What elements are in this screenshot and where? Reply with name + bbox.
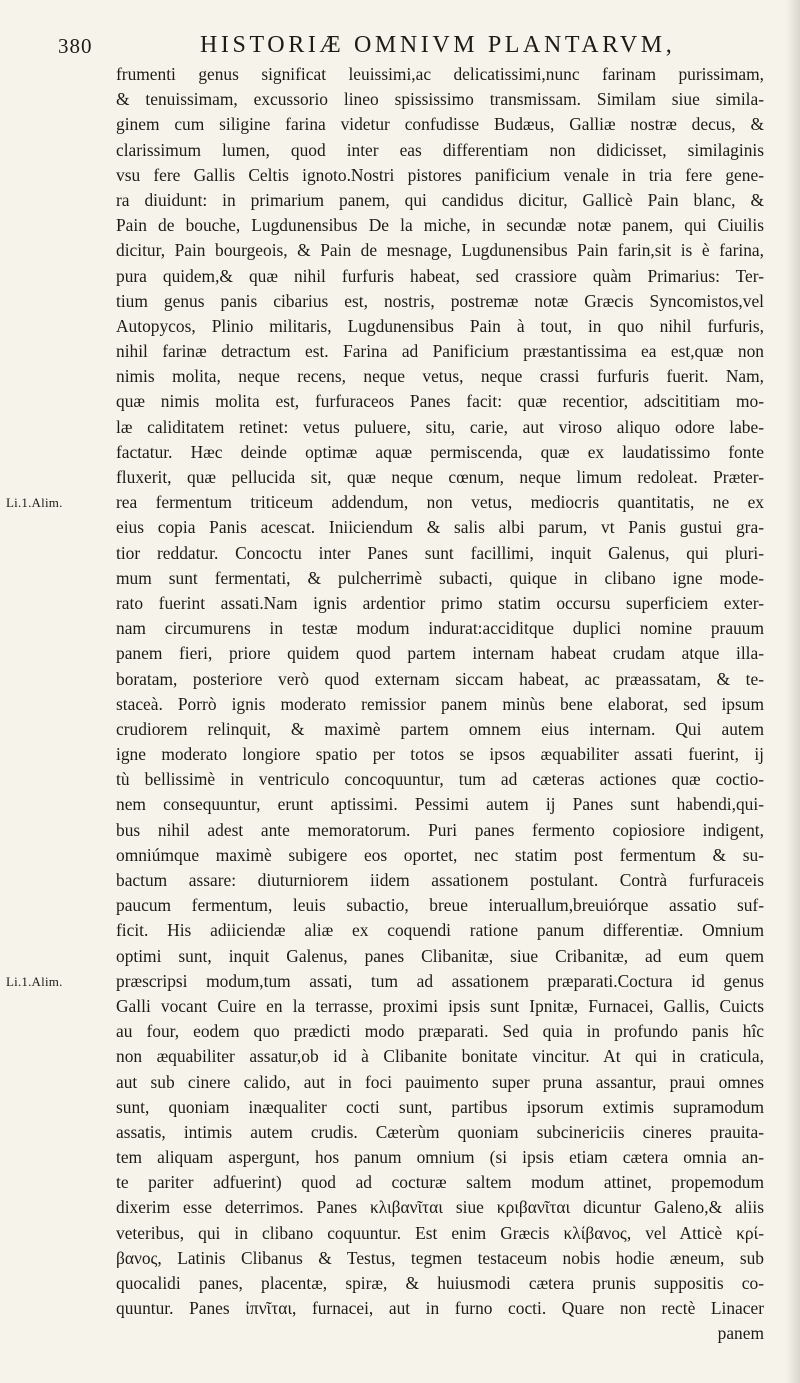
text-line: panem fieri, priore quidem quod partem internam habeat crudam atque illa- [116, 643, 764, 664]
text-line: panem [717, 1323, 764, 1344]
text-line: assatis, intimis autem crudis. Cæterùm quoniam subcinericiis cineres prauita- [116, 1121, 764, 1142]
text-line: læ caliditatem retinet: vetus puluere, situ, carie, aut viroso aliquo odore labe- [116, 416, 764, 437]
text-line: nem consequuntur, erunt aptissimi. Pessimi autem ij Panes sunt habendi,qui- [116, 794, 764, 815]
text-line: te pariter adfuerint) quod ad cocturæ saltem modum attinet, propemodum [116, 1172, 764, 1193]
text-line: aut sub cinere calido, aut in foci pauimento super pruna assantur, praui omnes [116, 1071, 764, 1092]
margin-note: Li.1.Alim. [6, 495, 63, 511]
text-line: crudiorem relinquit, & maximè partem omnem eius internam. Qui autem [116, 718, 764, 739]
text-line: rea fermentum triticeum addendum, non vetus, mediocris quantitatis, ne ex [116, 492, 764, 513]
text-line: quæ nimis molita est, furfuraceos Panes facit: quæ recentior, adscititiam mo- [116, 391, 764, 412]
text-line: clarissimum lumen, quod inter eas differentiam non didicisset, similaginis [116, 139, 764, 160]
text-line: & tenuissimam, excussorio lineo spississimo transmissam. Similam siue simila- [116, 89, 764, 110]
text-line: bactum assare: diuturniorem iidem assationem postulant. Contrà furfuraceis [116, 870, 764, 890]
text-line: nimis molita, neque recens, neque vetus, neque crassi furfuris fuerit. Nam, [116, 366, 764, 387]
body-text [116, 62, 764, 1347]
text-line: rato fuerint assati.Nam ignis ardentior primo statim occursu superficiem exter- [116, 592, 764, 613]
text-line: præscripsi modum,tum assati, tum ad assationem præparati.Coctura id genus [116, 970, 764, 991]
text-line: vsu fere Gallis Celtis ignoto.Nostri pistores panificium venale in tria fere gene- [116, 164, 764, 185]
page-number: 380 [58, 34, 93, 58]
page-header [58, 32, 758, 64]
text-line: optimi sunt, inquit Galenus, panes Clibanitæ, siue Cribanitæ, ad eum quem [116, 945, 764, 966]
text-line: tù bellissimè in ventriculo concoquuntur, tum ad cæteras actiones quæ coctio- [116, 769, 764, 790]
text-line: sunt, quoniam inæqualiter cocti sunt, partibus ipsorum extimis supramodum [116, 1096, 764, 1117]
text-line: ginem cum siligine farina videtur confudisse Budæus, Galliæ nostræ decus, & [116, 114, 764, 135]
text-line: paucum fermentum, leuis subactio, breue interuallum,breuiórque assatio suf- [116, 895, 764, 916]
text-line: factatur. Hæc deinde optimæ aquæ permiscenda, quæ ex laudatissimo fonte [116, 441, 764, 462]
text-line: nam circumurens in testæ modum indurat:acciditque duplici nomine prauum [116, 618, 764, 639]
text-line: tium genus panis cibarius est, nostris, postremæ notæ Græcis Syncomistos,vel [116, 290, 764, 311]
text-line: au four, eodem quo prædicti modo præparati. Sed quia in profundo panis hîc [116, 1021, 764, 1042]
text-line: Galli vocant Cuire en la terrasse, proximi ipsis sunt Ipnitæ, Furnacei, Gallis, Cuicts [116, 995, 764, 1016]
page-edge-shadow [786, 0, 800, 1383]
text-line: boratam, posteriore verò quod externam siccam habeat, ac præassatam, & te- [116, 668, 764, 689]
text-line: eius copia Panis acescat. Iniiciendum & salis albi parum, vt Panis gustui gra- [116, 517, 764, 538]
running-title: HISTORIÆ OMNIVM PLANTARVM, [200, 32, 676, 58]
text-line: ra diuidunt: in primarium panem, qui candidus dicitur, Gallicè Pain blanc, & [116, 189, 764, 210]
text-line: tem aliquam aspergunt, hos panum omnium (si ipsis etiam cætera omnia an- [116, 1147, 764, 1168]
text-line: igne moderato longiore spatio per totos se ipsos æquabiliter assati fuerint, ij [116, 744, 764, 765]
text-line: staceà. Porrò ignis moderato remissior panem minùs bene elaborat, sed ipsum [116, 693, 764, 714]
text-line: bus nihil adest ante memoratorum. Puri panes fermento copiosiore indigent, [116, 819, 764, 840]
text-line: Autopycos, Plinio militaris, Lugdunensibus Pain à tout, in quo nihil furfuris, [116, 315, 764, 336]
text-line: quocalidi panes, placentæ, spiræ, & huiusmodi cætera prunis suppositis co- [116, 1273, 764, 1293]
text-line: mum sunt fermentati, & pulcherrimè subacti, quique in clibano igne mode- [116, 567, 764, 588]
text-line: dicitur, Pain bourgeois, & Pain de mesnage, Lugdunensibus Pain farin,sit is è farina, [116, 240, 764, 261]
text-line: veteribus, qui in clibano coquuntur. Est enim Græcis κλίβανος, vel Atticè κρί- [116, 1222, 764, 1243]
text-line: βανος, Latinis Clibanus & Testus, tegmen testaceum nobis hodie æneum, sub [116, 1247, 764, 1268]
text-line: tior reddatur. Concoctu inter Panes sunt facillimi, inquit Galenus, qui pluri- [116, 542, 764, 563]
text-line: nihil farinæ detractum est. Farina ad Panificium præstantissima ea est,quæ non [116, 341, 764, 362]
text-line: omniúmque maximè subigere eos oportet, nec statim post fermentum & su- [116, 844, 764, 865]
text-line: fluxerit, quæ pellucida sit, quæ neque cœnum, neque limum redoleat. Præter- [116, 467, 764, 487]
text-line: dixerim esse deterrimos. Panes κλιβανῖται siue κριβανῖται dicuntur Galeno,& aliis [116, 1197, 764, 1218]
text-line: Pain de bouche, Lugdunensibus De la miche, in secundæ notæ panem, qui Ciuilis [116, 215, 764, 236]
text-line: frumenti genus significat leuissimi,ac delicatissimi,nunc farinam purissimam, [116, 64, 764, 84]
text-line: ficit. His adiiciendæ aliæ ex coquendi ratione panum differentiæ. Omnium [116, 920, 764, 941]
text-line: quuntur. Panes ἰπνῖται, furnacei, aut in furno cocti. Quare non rectè Linacer [116, 1298, 764, 1319]
text-line: non æquabiliter assatur,ob id à Clibanite bonitate vincitur. At qui in craticula, [116, 1046, 764, 1067]
margin-note: Li.1.Alim. [6, 974, 63, 990]
text-line: pura quidem,& quæ nihil furfuris habeat, sed crassiore quàm Primarius: Ter- [116, 265, 764, 286]
